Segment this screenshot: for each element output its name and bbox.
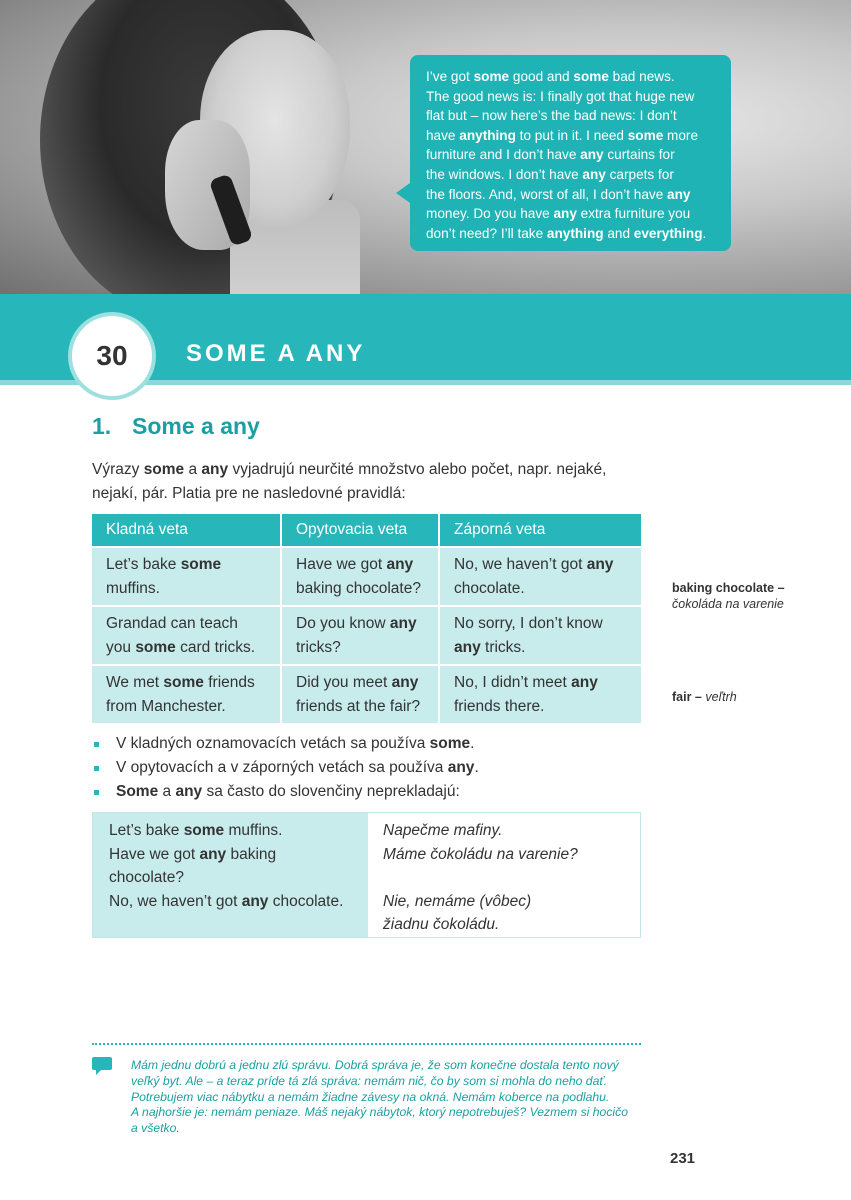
margin-note-term: baking chocolate – [672,581,785,595]
english-examples [93,813,368,937]
table-cell: Do you know any tricks? [281,606,439,665]
speech-bubble [410,55,731,251]
bubble-line: money. Do you have any extra furniture you [426,206,691,222]
table-cell: We met some friends from Manchester. [92,665,281,723]
margin-note-term: fair – [672,690,702,704]
keyword: anything [546,225,604,241]
intro-line: nejakí, pár. Platia pre ne nasledovné pravidlá: [92,485,406,502]
slovak-translation-line: Napečme mafiny. [383,822,503,839]
dotted-divider [92,1043,641,1045]
bubble-line: I’ve got some good and some bad news. [426,69,675,84]
intro-paragraph [92,458,652,506]
keyword: Some [116,783,159,800]
margin-note [672,580,785,612]
slovak-translation-line: Nie, nemáme (vôbec) [383,892,532,910]
keyword: any [175,783,203,800]
keyword: some [429,735,471,752]
table-cell: No sorry, I don’t know any tricks. [439,606,641,665]
keyword: any [199,845,227,863]
intro-line: Výrazy some a any vyjadrujú neurčité množstvo alebo počet, napr. nejaké, [92,461,607,478]
keyword: any [447,759,475,776]
slovak-translation-line [383,866,639,890]
keyword: any [454,639,481,656]
keyword: any [580,147,604,163]
table-row [92,547,641,606]
column-header: Opytovacia veta [281,514,439,547]
slovak-translations [369,813,639,937]
keyword: any [553,206,577,222]
english-example-line: No, we haven’t got any chocolate. [109,892,344,910]
keyword: some [473,69,510,84]
margin-note-translation: veľtrh [705,690,737,704]
english-example-line: Have we got any baking [109,845,277,863]
margin-note-translation: čokoláda na varenie [672,597,784,611]
slovak-translation-line: Máme čokoládu na varenie? [383,845,578,863]
keyword: any [667,186,691,202]
bubble-line: The good news is: I finally got that huge new [426,88,695,104]
table-cell: No, we haven’t got any chocolate. [439,547,641,606]
table-cell: Let’s bake some muffins. [92,547,281,606]
keyword: everything [633,225,703,241]
keyword: any [571,674,598,691]
translation-box [92,812,641,938]
table-row [92,665,641,723]
table-cell: No, I didn’t meet any friends there. [439,665,641,723]
table-cell: Did you meet any friends at the fair? [281,665,439,723]
keyword: any [586,556,614,573]
section-title: Some a any [132,413,260,439]
english-example-line: Let’s bake some muffins. [109,822,283,839]
bubble-translation-line: Mám jednu dobrú a jednu zlú správu. Dobrá správa je, že som konečne dostala tento nový [131,1058,619,1072]
table-header-row [92,514,641,547]
margin-note [672,689,737,705]
keyword: anything [459,127,516,143]
page-number: 231 [670,1150,696,1167]
bubble-line: furniture and I don’t have any curtains for [426,147,675,163]
column-header: Kladná veta [92,514,281,547]
chapter-title: SOME A ANY [186,340,366,367]
keyword: some [183,822,225,839]
keyword: some [163,674,204,691]
column-header: Záporná veta [439,514,641,547]
keyword: any [201,461,229,478]
bubble-translation-line: Potrebujem viac nábytku a nemám žiadne závesy na okná. Nemám koberce na podlahu. [131,1089,610,1104]
keyword: any [241,892,269,910]
keyword: any [391,674,419,691]
bubble-translation-line: a všetko. [131,1121,180,1136]
keyword: some [135,639,176,656]
bubble-translation-line: veľký byt. Ale – a teraz príde tá zlá správa: nemám nič, čo by som si mohla do neho dať. [131,1073,608,1088]
keyword: some [180,556,222,573]
keyword: any [582,166,606,182]
keyword: some [143,461,185,478]
rules-bullet-list [92,732,479,804]
table-row [92,606,641,665]
bubble-translation [131,1058,631,1137]
speech-bubble-icon [92,1057,112,1070]
bubble-line: the floors. And, worst of all, I don’t have any [426,186,691,202]
keyword: any [389,615,417,632]
keyword: some [573,69,609,84]
chapter-number: 30 [68,312,156,400]
list-item: V kladných oznamovacích vetách sa používa some. [92,732,479,756]
keyword: any [386,556,414,573]
bubble-line: don’t need? I’ll take anything and everything. [426,225,707,241]
section-number: 1. [92,413,112,439]
english-example-line: chocolate? [109,869,184,886]
keyword: some [627,127,664,143]
list-item: V opytovacích a v záporných vetách sa používa any. [92,756,479,780]
slovak-translation-line: žiadnu čokoládu. [383,916,500,933]
bubble-translation-line: A najhoršie je: nemám peniaze. Máš nejaký nábytok, ktorý nepotrebuješ? Vezmem si hocičo [131,1105,629,1120]
bubble-line: have anything to put in it. I need some more [426,127,699,143]
list-item: Some a any sa často do slovenčiny neprekladajú: [92,780,479,804]
speech-bubble-text [426,67,721,243]
table-cell: Have we got any baking chocolate? [281,547,439,606]
bubble-line: flat but – now here’s the bad news: I don’t [426,108,677,124]
rules-table [92,514,641,723]
bubble-line: the windows. I don’t have any carpets for [426,166,674,182]
table-cell: Grandad can teach you some card tricks. [92,606,281,665]
section-heading [92,413,260,440]
